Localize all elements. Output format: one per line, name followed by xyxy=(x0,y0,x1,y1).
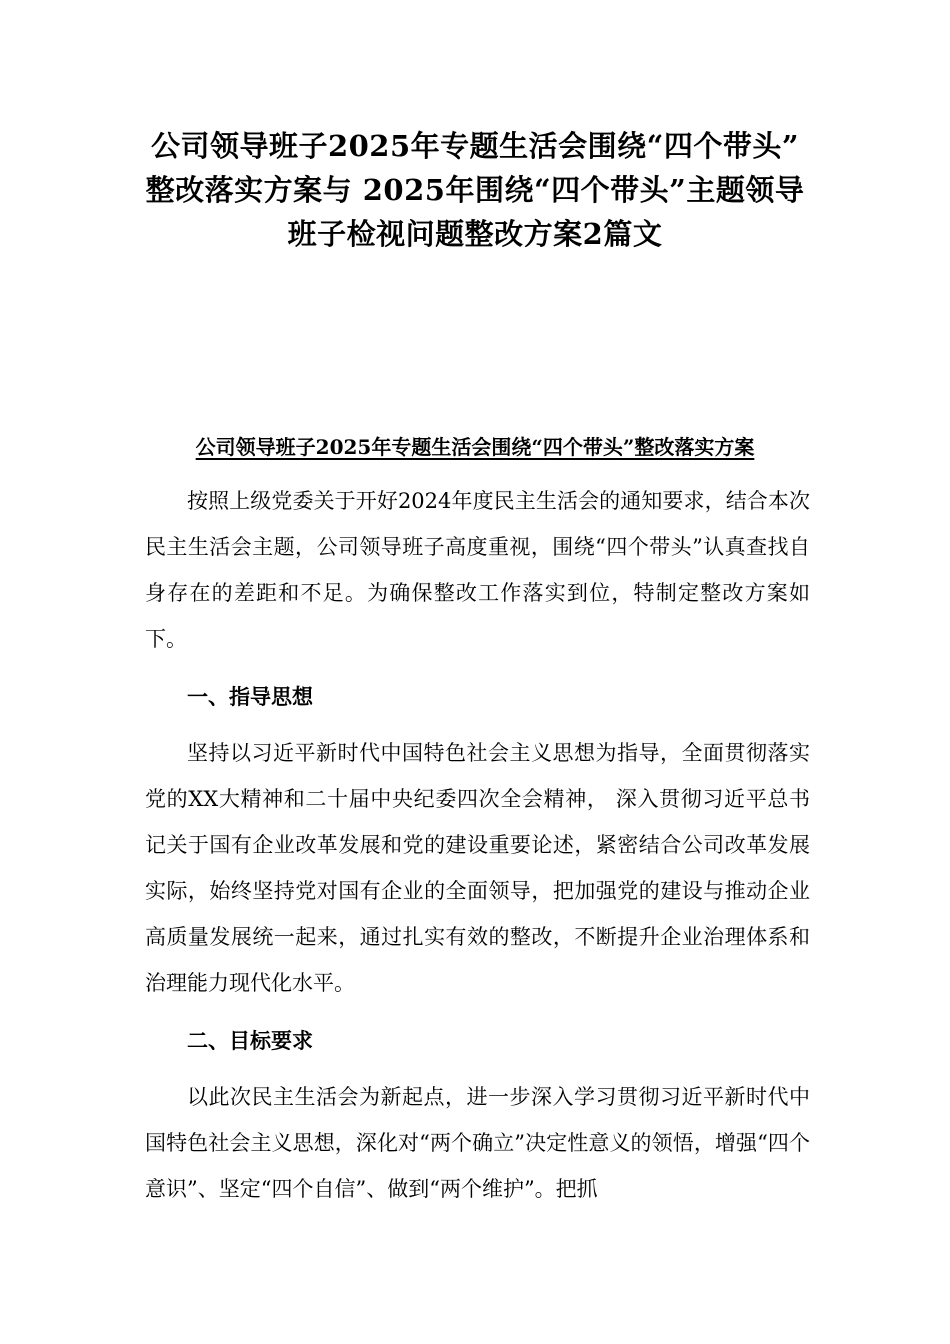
title-line-2: 整改落实方案与 2025年围绕“四个带头”主题领导 xyxy=(145,173,805,207)
section-subtitle: 公司领导班子2025年专题生活会围绕“四个带头”整改落实方案 xyxy=(195,435,755,459)
title-line-3: 班子检视问题整改方案2篇文 xyxy=(287,217,663,251)
intro-paragraph: 按照上级党委关于开好2024年度民主生活会的通知要求，结合本次民主生活会主题，公司领导班子高度重视，围绕“四个带头”认真查找自身存在的差距和不足。为确保整改工作落实到位，特制定整改方案如下。 xyxy=(145,489,810,651)
goals-paragraph: 以此次民主生活会为新起点，进一步深入学习贯彻习近平新时代中国特色社会主义思想，深化对“两个确立”决定性意义的领悟，增强“四个意识”、坚定“四个自信”、做到“两个维护”。把抓 xyxy=(145,1085,810,1201)
guiding-ideology-paragraph: 坚持以习近平新时代中国特色社会主义思想为指导，全面贯彻落实党的XX大精神和二十届中央纪委四次全会精神， 深入贯彻习近平总书记关于国有企业改革发展和党的建设重要论述，紧密结合公司改革发展实际，始终坚持党对国有企业的全面领导，把加强党的建设与推动企业高质量发展统一起来，通过扎实有效的整改，不断提升企业治理体系和治理能力现代化水平。 xyxy=(145,741,810,995)
document-title xyxy=(120,124,830,256)
section-heading-goals: 二、目标要求 xyxy=(187,1028,313,1053)
title-line-1: 公司领导班子2025年专题生活会围绕“四个带头” xyxy=(150,129,800,163)
section-heading-guiding-ideology: 一、指导思想 xyxy=(187,684,313,709)
document-body xyxy=(145,478,810,1212)
